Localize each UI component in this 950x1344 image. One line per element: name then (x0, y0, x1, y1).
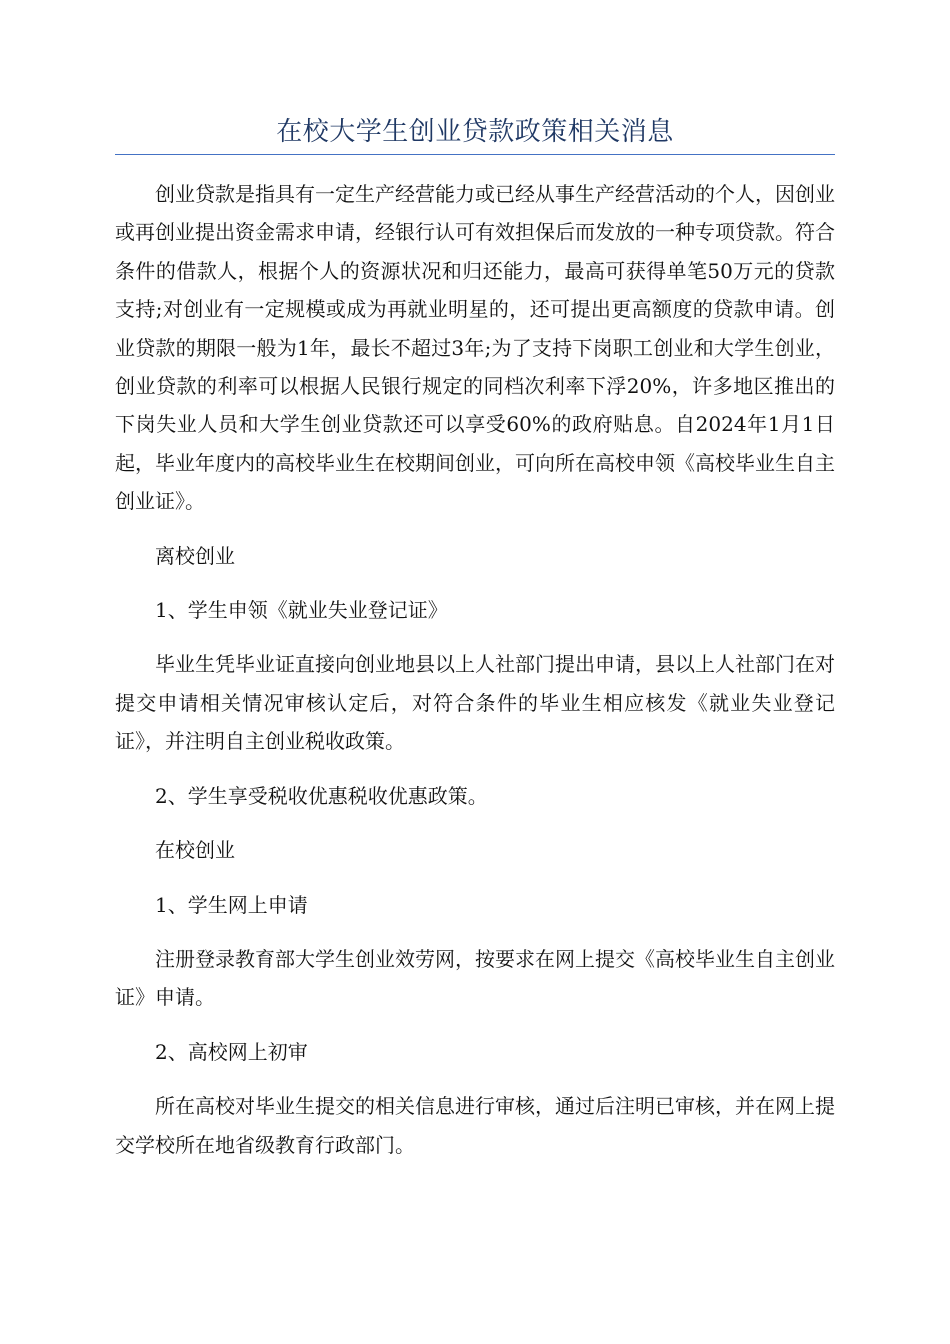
document-page (115, 112, 835, 1164)
title-underline (115, 154, 835, 155)
paragraph: 所在高校对毕业生提交的相关信息进行审核，通过后注明已审核，并在网上提交学校所在地省级教育行政部门。 (115, 1094, 835, 1157)
document-body (115, 175, 835, 1164)
section-heading-leave-school: 离校创业 (155, 543, 235, 568)
paragraph-intro: 创业贷款是指具有一定生产经营能力或已经从事生产经营活动的个人，因创业或再创业提出资金需求申请，经银行认可有效担保后而发放的一种专项贷款。符合条件的借款人，根据个人的资源状况和归还能力，最高可获得单笔50万元的贷款支持;对创业有一定规模或成为再就业明星的，还可提出更高额度的贷款申请。创业贷款的期限一般为1年，最长不超过3年;为了支持下岗职工创业和大学生创业，创业贷款的利率可以根据人民银行规定的同档次利率下浮20%，许多地区推出的下岗失业人员和大学生创业贷款还可以享受60%的政府贴息。自2024年1月1日起，毕业年度内的高校毕业生在校期间创业，可向所在高校申领《高校毕业生自主创业证》。 (115, 182, 835, 514)
step-heading: 2、学生享受税收优惠税收优惠政策。 (155, 783, 488, 808)
step-heading: 1、学生申领《就业失业登记证》 (155, 598, 448, 623)
paragraph: 毕业生凭毕业证直接向创业地县以上人社部门提出申请，县以上人社部门在对提交申请相关情况审核认定后，对符合条件的毕业生相应核发《就业失业登记证》，并注明自主创业税收政策。 (115, 652, 835, 754)
step-heading: 2、高校网上初审 (155, 1039, 308, 1064)
section-heading-in-school: 在校创业 (155, 838, 235, 863)
paragraph: 注册登录教育部大学生创业效劳网，按要求在网上提交《高校毕业生自主创业证》申请。 (115, 946, 835, 1010)
step-heading: 1、学生网上申请 (155, 892, 308, 917)
document-title: 在校大学生创业贷款政策相关消息 (276, 117, 674, 147)
